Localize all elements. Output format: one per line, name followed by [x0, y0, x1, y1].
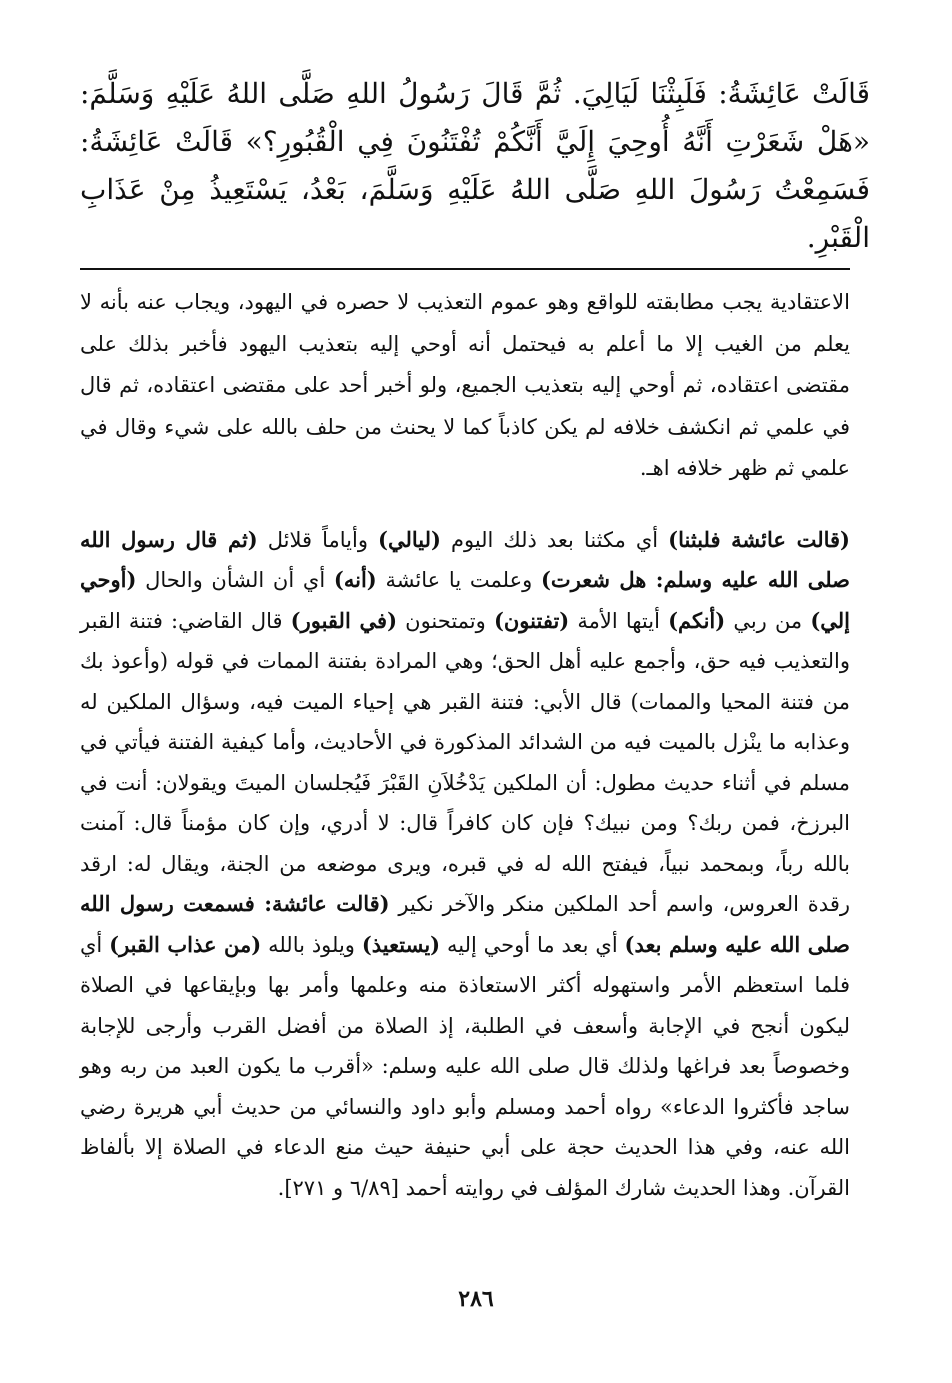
- commentary-note-paragraph: الاعتقادية يجب مطابقته للواقع وهو عموم التعذيب لا حصره في اليهود، ويجاب عنه بأنه لا يعلم من الغيب إلا ما أعلم به فيحتمل أنه أوحي إليه بتعذيب اليهود فأخبر بذلك على مقتضى اعتقاده، ثم أوحي إليه بتعذيب الجميع، ولو أخبر أحد على مقتضى اعتقاده، ثم قال في علمي ثم انكشف خلافه لم يكن كاذباً كما لا يحنث من حلف بالله على شيء وقال في علمي ثم ظهر خلافه اهـ.: [80, 290, 850, 480]
- explanation-text: وعلمت يا عائشة: [376, 568, 541, 592]
- page-number: ٢٨٦: [458, 1286, 494, 1312]
- explanation-text: وتمتحنون: [397, 608, 494, 633]
- hadith-paragraph: قَالَتْ عَائِشَةُ: فَلَبِثْنَا لَيَالِيَ. ثُمَّ قَالَ رَسُولُ اللهِ صَلَّى اللهُ عَلَيْهِ وَسَلَّمَ: «هَلْ شَعَرْتِ أَنَّهُ أُوحِيَ إِلَيَّ أَنَّكُمْ تُفْتَنُونَ فِي الْقُبُورِ؟» قَالَتْ عَائِشَةُ: فَسَمِعْتُ رَسُولَ اللهِ صَلَّى اللهُ عَلَيْهِ وَسَلَّمَ، بَعْدُ، يَسْتَعِيذُ مِنْ عَذَابِ الْقَبْرِ.: [80, 77, 870, 254]
- footnote-divider: [80, 268, 850, 270]
- commentary-sharh-paragraph: [80, 520, 850, 1209]
- explanation-text: أيتها الأمة: [569, 608, 669, 633]
- quoted-phrase: (تفتنون): [493, 607, 570, 633]
- quoted-phrase: (أنه): [333, 567, 377, 592]
- quoted-phrase: (يستعيذ): [361, 931, 441, 957]
- explanation-text: ويلوذ بالله: [261, 932, 362, 957]
- hadith-text-block: [80, 70, 870, 262]
- explanation-text: وأياماً قلائل: [257, 527, 379, 552]
- explanation-text: قال القاضي: فتنة القبر والتعذيب فيه حق، وأجمع عليه أهل الحق؛ وهي المرادة بفتنة الممات في قوله (وأعوذ بك من فتنة المحيا والممات) قال الأبي: فتنة القبر هي إحياء الميت فيه، وسؤال الملكين له وعذابه ما ينْزل بالميت فيه من الشدائد المذكورة في الأحاديث، وأما كيفية الفتنة فيأتي في مسلم في أثناء حديث مطول: أن الملكين يَدْخُلاَنِ القَبْرَ فَيُجلسان الميتَ ويقولان: أنت في البرزخ، فمن ربك؟ ومن نبيك؟ فإن كان كافراً قال: لا أدري، وإن كان مؤمناً قال: آمنت بالله رباً، وبمحمد نبياً، فيفتح الله له في قبره، ويرى موضعه من الجنة، ويقال له: ارقد رقدة العروس، واسم أحد الملكين منكر والآخر نكير: [80, 608, 850, 916]
- explanation-text: أي فلما استعظم الأمر واستهوله أكثر الاستعاذة منه وعلمها وأمر بها وبإيقاعها في الصلاة ليكون أنجح في الإجابة وأسعف في الطلبة، إذ الصلاة من أفضل القرب وأرجى للإجابة وخصوصاً بعد فراغها ولذلك قال صلى الله عليه وسلم: «أقرب ما يكون العبد من ربه وهو ساجد فأكثروا الدعاء» رواه أحمد ومسلم وأبو داود والنسائي من حديث أبي هريرة رضي الله عنه، وفي هذا الحديث حجة على أبي حنيفة حيث منع الدعاء في الصلاة إلا بألفاظ القرآن. وهذا الحديث شارك المؤلف في روايته أحمد [٦/٨٩ و ٢٧١].: [80, 932, 850, 1200]
- quoted-phrase: (ثم قال رسول الله صلى الله عليه وسلم: هل شعرت): [80, 526, 850, 592]
- quoted-phrase: (أوحي إلي): [80, 567, 851, 633]
- explanation-text: أي بعد ما أوحي إليه: [440, 932, 625, 957]
- explanation-text: أي أن الشأن والحال: [136, 568, 334, 592]
- quoted-phrase: (أنكم): [668, 607, 726, 633]
- commentary-block: [80, 282, 850, 1208]
- quoted-phrase: (ليالي): [378, 526, 441, 552]
- explanation-text: من ربي: [725, 608, 811, 633]
- quoted-phrase: (قالت عائشة: فسمعت رسول الله صلى الله عليه وسلم بعد): [80, 891, 850, 957]
- quoted-phrase: (قالت عائشة فلبثنا): [668, 526, 850, 552]
- explanation-text: أي مكثنا بعد ذلك اليوم: [440, 527, 669, 552]
- quoted-phrase: (في القبور): [290, 607, 398, 633]
- quoted-phrase: (من عذاب القبر): [109, 931, 262, 957]
